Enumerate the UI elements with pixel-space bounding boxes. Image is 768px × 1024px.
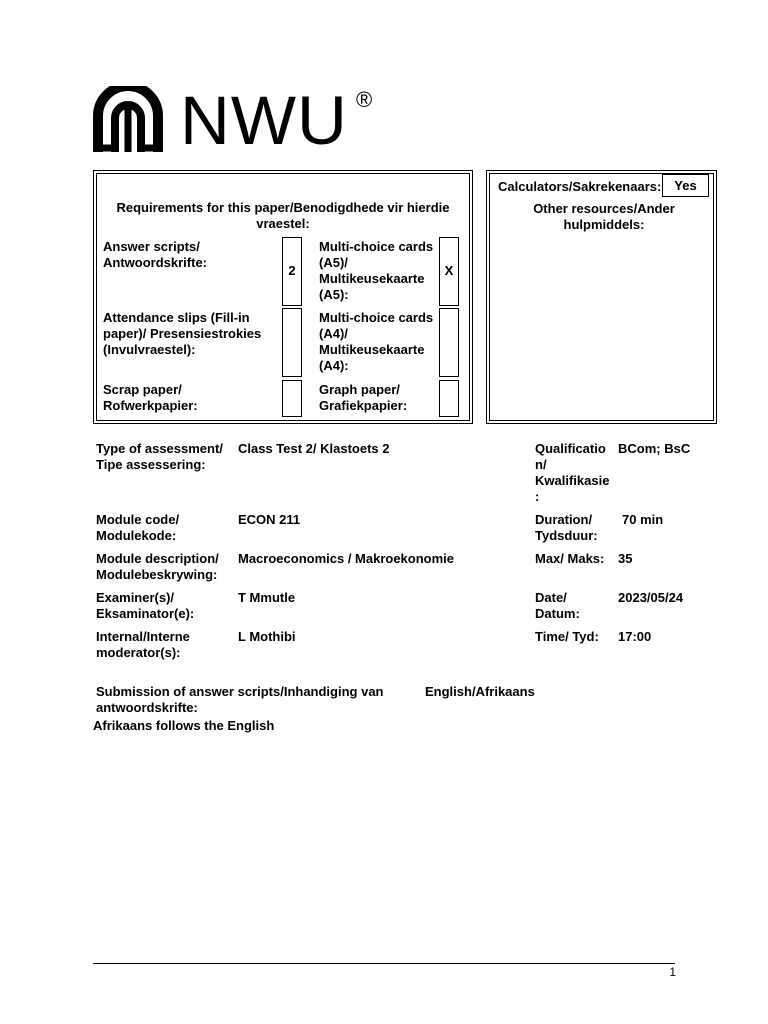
graph-paper-box	[439, 380, 459, 417]
other-resources-label: Other resources/Ander hulpmiddels:	[533, 201, 675, 232]
submission-label: Submission of answer scripts/Inhandiging van antwoordskrifte:	[96, 684, 384, 715]
nwu-logo	[92, 82, 392, 159]
module-code-label: Module code/ Modulekode:	[96, 512, 180, 543]
mc-cards-a4-box	[439, 308, 459, 377]
examiner-value: T Mmutle	[238, 590, 296, 605]
duration-label: Duration/ Tydsduur:	[535, 512, 598, 543]
moderator-value: L Mothibi	[238, 629, 296, 644]
submission-value: English/Afrikaans	[425, 684, 535, 699]
attendance-slips-box	[282, 308, 302, 377]
page-number: 1	[669, 965, 676, 979]
scrap-paper-box	[282, 380, 302, 417]
mc-cards-a4-label: Multi-choice cards (A4)/ Multikeusekaarte (A4):	[319, 310, 434, 373]
answer-scripts-box	[282, 237, 302, 306]
time-label: Time/ Tyd:	[535, 629, 599, 644]
moderator-label: Internal/Interne moderator(s):	[96, 629, 190, 660]
mc-cards-a5-box	[439, 237, 459, 306]
module-code-value: ECON 211	[238, 512, 301, 527]
calculators-label: Calculators/Sakrekenaars:	[498, 179, 662, 194]
mc-cards-a5-value: X	[444, 263, 454, 278]
module-description-value: Macroeconomics / Makroekonomie	[238, 551, 455, 566]
date-label: Date/ Datum:	[535, 590, 580, 621]
scrap-paper-label: Scrap paper/ Rofwerkpapier:	[103, 382, 198, 413]
requirements-title: Requirements for this paper/Benodigdhede vir hierdie vraestel:	[116, 200, 450, 231]
examiner-label: Examiner(s)/ Eksaminator(e):	[96, 590, 195, 621]
assessment-type-value: Class Test 2/ Klastoets 2	[238, 441, 390, 456]
max-marks-label: Max/ Maks:	[535, 551, 605, 566]
calculators-value: Yes	[662, 174, 709, 197]
time-value: 17:00	[618, 629, 652, 644]
max-marks-value: 35	[618, 551, 633, 566]
attendance-slips-label: Attendance slips (Fill-in paper)/ Presensiestrokies (Invulvraestel):	[103, 310, 262, 357]
qualification-value: BCom; BsC	[618, 441, 691, 456]
duration-value: 70 min	[622, 512, 664, 527]
qualification-label: Qualificatio n/ Kwalifikasie :	[535, 441, 610, 504]
answer-scripts-value: 2	[288, 263, 296, 278]
module-description-label: Module description/ Modulebeskrywing:	[96, 551, 219, 582]
nwu-emblem-icon	[92, 86, 164, 156]
registered-mark: ®	[356, 87, 373, 112]
submission-note: Afrikaans follows the English	[93, 718, 275, 733]
logo-wordmark: NWU	[180, 82, 348, 159]
footer-rule	[93, 963, 675, 964]
answer-scripts-label: Answer scripts/ Antwoordskrifte:	[103, 239, 207, 270]
mc-cards-a5-label: Multi-choice cards (A5)/ Multikeusekaarte (A5):	[319, 239, 434, 302]
date-value: 2023/05/24	[618, 590, 684, 605]
graph-paper-label: Graph paper/ Grafiekpapier:	[319, 382, 408, 413]
assessment-type-label: Type of assessment/ Tipe assessering:	[96, 441, 223, 472]
